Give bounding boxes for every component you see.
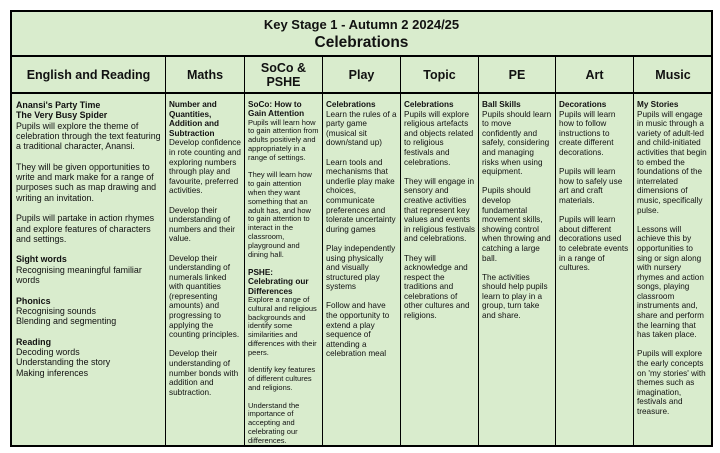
header-topic: Topic xyxy=(401,57,479,94)
art-paragraph: Pupils will learn how to safely use art and craft materials. xyxy=(559,167,623,205)
art-paragraph: Pupils will learn how to follow instructions to create different decorations. xyxy=(559,109,616,157)
header-art: Art xyxy=(556,57,634,94)
maths-paragraph: Develop their understanding of numbers and their value. xyxy=(169,205,235,244)
phonics-item: Recognising sounds xyxy=(16,305,96,316)
header-maths: Maths xyxy=(166,57,245,94)
english-cell xyxy=(12,94,166,445)
header-soco-pshe: SoCo & PSHE xyxy=(245,57,323,94)
topic-title: Celebrations xyxy=(404,100,454,109)
english-paragraph: They will be given opportunities to write and mark make for a range of purposes such as map drawing and writing an invitation. xyxy=(16,161,157,203)
phonics-item: Blending and segmenting xyxy=(16,316,117,327)
maths-paragraph: Develop their understanding of number bonds with addition and subtraction. xyxy=(169,349,239,397)
soco-paragraph: They will learn how to gain attention when they want something that an adult has, and how to gain attention to interact in the classroom, playground and dining hall. xyxy=(248,170,312,259)
topic-cell xyxy=(401,94,479,445)
title-banner xyxy=(12,12,711,57)
music-paragraph: Pupils will engage in music through a variety of adult-led and child-initiated activities that begin to embed the foundations of the interrelated dimensions of music, specifically pulse. xyxy=(637,109,707,215)
play-cell xyxy=(323,94,401,445)
header-play: Play xyxy=(323,57,401,94)
art-cell xyxy=(556,94,634,445)
maths-paragraph: Develop their understanding of numerals linked with quantities (representing amounts) and progressing to applying the counting principles. xyxy=(169,253,240,340)
header-pe: PE xyxy=(479,57,556,94)
play-paragraph: Learn the rules of a party game (musical sit down/stand up) xyxy=(326,109,397,148)
theme-title: Celebrations xyxy=(314,34,409,51)
play-paragraph: Learn tools and mechanisms that underlie play make choices, communicate preferences and tolerate uncertainty during games xyxy=(326,157,396,234)
pe-title: Ball Skills xyxy=(482,100,521,109)
maths-paragraph: Develop confidence in rote counting and exploring numbers through play and favourite, preferred activities. xyxy=(169,138,241,196)
english-title-2: The Very Busy Spider xyxy=(16,110,108,121)
music-paragraph: Pupils will explore the early concepts on 'my stories' with themes such as imagination, festivals and treasure. xyxy=(637,349,706,416)
pe-paragraph: The activities should help pupils learn to play in a group, turn take and share. xyxy=(482,272,548,321)
music-paragraph: Lessons will achieve this by opportunities to sing or sign along with nursery rhymes and action songs, playing classroom instruments and, share and perform the learning that has taken place. xyxy=(637,224,704,340)
music-title: My Stories xyxy=(637,100,679,109)
play-title: Celebrations xyxy=(326,100,376,109)
soco-paragraph: Pupils will learn how to gain attention from adults positively and appropriately in a range of settings. xyxy=(248,117,319,162)
pe-cell xyxy=(479,94,556,445)
maths-cell xyxy=(166,94,245,445)
header-music: Music xyxy=(634,57,712,94)
subject-grid xyxy=(12,57,711,445)
soco-pshe-cell xyxy=(245,94,323,445)
english-paragraph: Pupils will explore the theme of celebration through the text featuring a traditional character, Anansi. xyxy=(16,120,161,152)
sight-words-item: Recognising meaningful familiar words xyxy=(16,264,142,286)
maths-title: Number and Quantities, Addition and Subtraction xyxy=(169,100,220,138)
header-english: English and Reading xyxy=(12,57,166,94)
pshe-title: PSHE: Celebrating our Differences xyxy=(248,268,309,296)
english-paragraph: Pupils will partake in action rhymes and explore features of characters and settings. xyxy=(16,213,155,244)
pe-paragraph: Pupils should learn to move confidently and safely, considering and managing risks when using equipment. xyxy=(482,109,552,177)
pe-paragraph: Pupils should develop fundamental movement skills, showing control when throwing and catching a large ball. xyxy=(482,186,551,263)
reading-item: Understanding the story xyxy=(16,357,111,368)
pshe-paragraph: Understand the importance of accepting and celebrating our differences. xyxy=(248,400,300,445)
art-paragraph: Pupils will learn about different decorations used to celebrate events in a range of cultures. xyxy=(559,215,629,273)
curriculum-overview-sheet xyxy=(10,10,713,447)
english-title-1: Anansi's Party Time xyxy=(16,100,101,110)
reading-heading: Reading xyxy=(16,336,52,347)
play-paragraph: Follow and have the opportunity to extend a play sequence of attending a celebration meal xyxy=(326,301,390,359)
art-title: Decorations xyxy=(559,100,607,109)
soco-title: SoCo: How to Gain Attention xyxy=(248,100,305,119)
phonics-heading: Phonics xyxy=(16,295,51,306)
topic-paragraph: They will engage in sensory and creative activities that represent key values and events in religious festivals and celebrations. xyxy=(404,176,475,244)
key-stage-title: Key Stage 1 - Autumn 2 2024/25 xyxy=(263,17,460,32)
pshe-paragraph: Identify key features of different cultures and religions. xyxy=(248,365,316,392)
reading-item: Making inferences xyxy=(16,367,89,378)
topic-paragraph: They will acknowledge and respect the traditions and celebrations of other cultures and religions. xyxy=(404,253,470,321)
topic-paragraph: Pupils will explore religious artefacts and objects related to religious festivals and celebrations. xyxy=(404,109,474,167)
sight-words-heading: Sight words xyxy=(16,254,67,265)
pshe-paragraph: Explore a range of cultural and religious backgrounds and identify some similarities and differences with their peers. xyxy=(248,295,317,357)
reading-item: Decoding words xyxy=(16,347,80,358)
play-paragraph: Play independently using physically and visually structured play systems xyxy=(326,243,396,292)
music-cell xyxy=(634,94,712,445)
